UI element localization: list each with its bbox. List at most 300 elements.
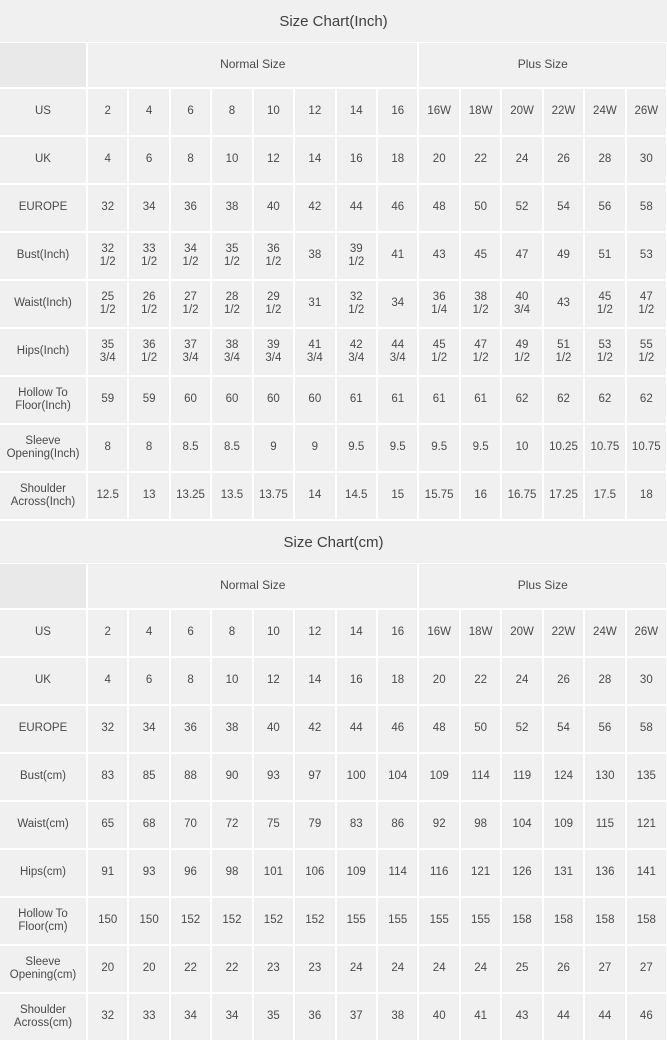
chart-title: Size Chart(Inch)	[0, 0, 667, 43]
measurement-cell: 135	[626, 753, 667, 801]
value-fraction: 3/4	[514, 304, 531, 316]
measurement-cell: 35	[253, 993, 294, 1041]
value-whole: 38	[225, 339, 239, 352]
measurement-cell: 46	[377, 705, 419, 753]
measurement-cell: 60	[253, 376, 294, 424]
measurement-cell: 31	[294, 280, 335, 328]
value-whole: 45	[598, 291, 612, 304]
table-row	[0, 897, 667, 945]
table-row	[0, 376, 667, 424]
measurement-cell: 24	[377, 945, 419, 993]
measurement-cell: 51	[584, 232, 625, 280]
measurement-cell: 17.5	[584, 472, 625, 520]
measurement-cell	[253, 280, 294, 328]
measurement-cell: 2	[87, 88, 128, 136]
measurement-cell: 54	[543, 184, 584, 232]
table-row	[0, 945, 667, 993]
measurement-cell: 90	[211, 753, 252, 801]
measurement-cell: 26W	[626, 88, 667, 136]
table-row	[0, 232, 667, 280]
measurement-cell: 40	[253, 184, 294, 232]
value-whole: 39	[267, 339, 280, 352]
measurement-cell: 16W	[418, 88, 459, 136]
measurement-cell: 14	[294, 472, 335, 520]
measurement-cell: 109	[336, 849, 377, 897]
measurement-cell: 124	[543, 753, 584, 801]
measurement-cell: 109	[543, 801, 584, 849]
value-fraction: 1/2	[182, 304, 199, 316]
measurement-cell: 23	[253, 945, 294, 993]
measurement-cell: 96	[170, 849, 211, 897]
row-header-cell: Bust(cm)	[0, 753, 87, 801]
measurement-cell: 43	[418, 232, 459, 280]
table-row	[0, 88, 667, 136]
value-whole: 55	[639, 339, 653, 352]
measurement-cell: 92	[418, 801, 459, 849]
measurement-cell: 8.5	[211, 424, 252, 472]
row-header-cell: Hollow To Floor(cm)	[0, 897, 87, 945]
measurement-cell: 83	[87, 753, 128, 801]
measurement-cell: 52	[501, 705, 542, 753]
measurement-cell: 4	[87, 136, 128, 184]
measurement-cell: 17.25	[543, 472, 584, 520]
measurement-cell: 9	[253, 424, 294, 472]
measurement-cell: 72	[211, 801, 252, 849]
measurement-cell: 18W	[460, 88, 501, 136]
measurement-cell: 16W	[418, 609, 459, 657]
measurement-cell: 61	[460, 376, 501, 424]
measurement-cell	[253, 328, 294, 376]
measurement-cell: 26	[543, 657, 584, 705]
measurement-cell: 6	[170, 609, 211, 657]
value-fraction: 1/2	[348, 256, 365, 268]
value-fraction: 1/2	[514, 352, 531, 364]
measurement-cell: 48	[418, 184, 459, 232]
value-whole: 40	[515, 291, 529, 304]
value-whole: 49	[515, 339, 529, 352]
size-chart-block	[0, 521, 667, 1042]
measurement-cell: 46	[626, 993, 667, 1041]
measurement-cell: 34	[377, 280, 419, 328]
measurement-cell: 24W	[584, 609, 625, 657]
measurement-cell: 10.75	[584, 424, 625, 472]
measurement-cell: 121	[626, 801, 667, 849]
measurement-cell: 32	[87, 993, 128, 1041]
measurement-cell: 98	[211, 849, 252, 897]
table-row	[0, 849, 667, 897]
measurement-cell	[584, 328, 625, 376]
value-whole: 33	[142, 243, 156, 256]
value-fraction: 1/2	[472, 352, 489, 364]
measurement-cell: 8	[170, 657, 211, 705]
measurement-cell: 62	[626, 376, 667, 424]
value-fraction: 1/2	[99, 304, 116, 316]
table-row	[0, 609, 667, 657]
measurement-cell: 20W	[501, 609, 542, 657]
measurement-cell: 22	[460, 657, 501, 705]
measurement-cell	[211, 328, 252, 376]
measurement-cell: 10	[211, 136, 252, 184]
measurement-cell: 27	[584, 945, 625, 993]
corner-blank-cell	[0, 43, 87, 88]
measurement-cell: 93	[128, 849, 169, 897]
measurement-cell: 121	[460, 849, 501, 897]
measurement-cell: 18W	[460, 609, 501, 657]
measurement-cell: 12.5	[87, 472, 128, 520]
measurement-cell: 150	[87, 897, 128, 945]
measurement-cell: 52	[501, 184, 542, 232]
measurement-cell: 62	[584, 376, 625, 424]
measurement-cell: 70	[170, 801, 211, 849]
table-row	[0, 753, 667, 801]
measurement-cell	[170, 328, 211, 376]
measurement-cell	[128, 328, 169, 376]
value-whole: 47	[639, 291, 653, 304]
row-header-cell: Shoulder Across(cm)	[0, 993, 87, 1041]
table-row	[0, 993, 667, 1041]
measurement-cell: 18	[377, 657, 419, 705]
measurement-cell: 86	[377, 801, 419, 849]
measurement-cell: 56	[584, 184, 625, 232]
group-header-row	[0, 564, 667, 609]
row-header-cell: UK	[0, 657, 87, 705]
measurement-cell: 60	[294, 376, 335, 424]
measurement-cell: 28	[584, 657, 625, 705]
row-header-cell: Bust(Inch)	[0, 232, 87, 280]
measurement-cell: 158	[584, 897, 625, 945]
value-whole: 36	[142, 339, 156, 352]
measurement-cell	[211, 280, 252, 328]
measurement-cell: 130	[584, 753, 625, 801]
size-table	[0, 564, 667, 1042]
measurement-cell: 36	[294, 993, 335, 1041]
measurement-cell: 136	[584, 849, 625, 897]
measurement-cell: 48	[418, 705, 459, 753]
measurement-cell: 109	[418, 753, 459, 801]
measurement-cell: 56	[584, 705, 625, 753]
measurement-cell: 13.5	[211, 472, 252, 520]
measurement-cell: 155	[418, 897, 459, 945]
row-header-cell: Hips(Inch)	[0, 328, 87, 376]
measurement-cell: 98	[460, 801, 501, 849]
measurement-cell: 152	[211, 897, 252, 945]
measurement-cell: 61	[377, 376, 419, 424]
measurement-cell: 61	[418, 376, 459, 424]
measurement-cell	[211, 232, 252, 280]
measurement-cell: 106	[294, 849, 335, 897]
measurement-cell	[170, 232, 211, 280]
measurement-cell: 9.5	[460, 424, 501, 472]
measurement-cell: 18	[626, 472, 667, 520]
value-whole: 45	[432, 339, 446, 352]
measurement-cell: 12	[253, 136, 294, 184]
value-whole: 36	[267, 243, 280, 256]
value-fraction: 1/2	[141, 256, 158, 268]
measurement-cell: 13	[128, 472, 169, 520]
measurement-cell: 59	[128, 376, 169, 424]
measurement-cell: 28	[584, 136, 625, 184]
measurement-cell: 26	[543, 136, 584, 184]
measurement-cell	[87, 328, 128, 376]
measurement-cell: 15.75	[418, 472, 459, 520]
measurement-cell: 152	[294, 897, 335, 945]
value-whole: 39	[349, 243, 363, 256]
measurement-cell: 158	[626, 897, 667, 945]
measurement-cell: 155	[460, 897, 501, 945]
measurement-cell: 44	[543, 993, 584, 1041]
corner-blank-cell	[0, 564, 87, 609]
measurement-cell: 24	[501, 136, 542, 184]
measurement-cell: 158	[543, 897, 584, 945]
measurement-cell: 16	[377, 609, 419, 657]
value-fraction: 1/2	[472, 304, 489, 316]
measurement-cell: 119	[501, 753, 542, 801]
measurement-cell: 22	[170, 945, 211, 993]
measurement-cell: 158	[501, 897, 542, 945]
measurement-cell: 65	[87, 801, 128, 849]
measurement-cell: 141	[626, 849, 667, 897]
value-whole: 37	[184, 339, 197, 352]
measurement-cell: 14	[294, 657, 335, 705]
table-row	[0, 657, 667, 705]
measurement-cell: 116	[418, 849, 459, 897]
value-fraction: 3/4	[99, 352, 116, 364]
measurement-cell: 10.25	[543, 424, 584, 472]
table-row	[0, 472, 667, 520]
measurement-cell: 58	[626, 705, 667, 753]
measurement-cell: 24	[336, 945, 377, 993]
value-fraction: 1/2	[431, 352, 448, 364]
measurement-cell: 36	[170, 705, 211, 753]
value-fraction: 3/4	[389, 352, 406, 364]
measurement-cell: 2	[87, 609, 128, 657]
measurement-cell: 44	[336, 705, 377, 753]
value-whole: 25	[101, 291, 115, 304]
measurement-cell: 34	[211, 993, 252, 1041]
measurement-cell: 26	[543, 945, 584, 993]
measurement-cell: 62	[543, 376, 584, 424]
measurement-cell: 152	[253, 897, 294, 945]
measurement-cell	[253, 232, 294, 280]
measurement-cell: 20	[418, 136, 459, 184]
measurement-cell: 38	[294, 232, 335, 280]
measurement-cell: 14	[294, 136, 335, 184]
measurement-cell: 8	[211, 609, 252, 657]
measurement-cell	[584, 280, 625, 328]
measurement-cell: 10	[501, 424, 542, 472]
measurement-cell: 100	[336, 753, 377, 801]
measurement-cell: 60	[211, 376, 252, 424]
measurement-cell: 25	[501, 945, 542, 993]
table-row	[0, 136, 667, 184]
measurement-cell: 38	[377, 993, 419, 1041]
value-whole: 47	[474, 339, 488, 352]
value-fraction: 3/4	[223, 352, 240, 364]
value-whole: 44	[391, 339, 405, 352]
measurement-cell: 50	[460, 184, 501, 232]
measurement-cell: 12	[253, 657, 294, 705]
measurement-cell	[418, 280, 459, 328]
measurement-cell: 88	[170, 753, 211, 801]
measurement-cell: 33	[128, 993, 169, 1041]
value-fraction: 3/4	[348, 352, 365, 364]
measurement-cell: 34	[170, 993, 211, 1041]
group-header-cell: Plus Size	[418, 564, 667, 609]
measurement-cell: 42	[294, 184, 335, 232]
chart-title: Size Chart(cm)	[0, 521, 667, 564]
value-whole: 41	[308, 339, 322, 352]
measurement-cell: 44	[584, 993, 625, 1041]
measurement-cell: 8	[211, 88, 252, 136]
measurement-cell: 8	[170, 136, 211, 184]
measurement-cell: 34	[128, 184, 169, 232]
value-whole: 32	[349, 291, 363, 304]
measurement-cell: 62	[501, 376, 542, 424]
measurement-cell	[128, 280, 169, 328]
measurement-cell: 50	[460, 705, 501, 753]
measurement-cell: 9.5	[377, 424, 419, 472]
measurement-cell: 4	[128, 88, 169, 136]
measurement-cell: 34	[128, 705, 169, 753]
row-header-cell: Waist(Inch)	[0, 280, 87, 328]
row-header-cell: Sleeve Opening(Inch)	[0, 424, 87, 472]
value-whole: 42	[349, 339, 363, 352]
table-row	[0, 280, 667, 328]
measurement-cell: 15	[377, 472, 419, 520]
measurement-cell: 155	[336, 897, 377, 945]
measurement-cell: 53	[626, 232, 667, 280]
value-fraction: 1/2	[555, 352, 572, 364]
group-header-cell: Plus Size	[418, 43, 667, 88]
value-fraction: 1/2	[265, 304, 282, 316]
measurement-cell	[626, 280, 667, 328]
measurement-cell: 18	[377, 136, 419, 184]
measurement-cell: 24W	[584, 88, 625, 136]
measurement-cell: 58	[626, 184, 667, 232]
measurement-cell: 24	[501, 657, 542, 705]
measurement-cell: 46	[377, 184, 419, 232]
measurement-cell: 36	[170, 184, 211, 232]
measurement-cell: 42	[294, 705, 335, 753]
measurement-cell: 20W	[501, 88, 542, 136]
measurement-cell: 155	[377, 897, 419, 945]
measurement-cell: 6	[170, 88, 211, 136]
measurement-cell: 6	[128, 657, 169, 705]
group-header-cell: Normal Size	[87, 43, 418, 88]
value-whole: 36	[432, 291, 446, 304]
value-whole: 35	[101, 339, 115, 352]
row-header-cell: Shoulder Across(Inch)	[0, 472, 87, 520]
value-fraction: 3/4	[265, 352, 282, 364]
measurement-cell	[460, 328, 501, 376]
measurement-cell: 9	[294, 424, 335, 472]
measurement-cell: 12	[294, 609, 335, 657]
measurement-cell: 23	[294, 945, 335, 993]
measurement-cell: 20	[418, 657, 459, 705]
group-header-row	[0, 43, 667, 88]
value-whole: 26	[142, 291, 156, 304]
measurement-cell: 8.5	[170, 424, 211, 472]
row-header-cell: UK	[0, 136, 87, 184]
measurement-cell: 43	[501, 993, 542, 1041]
measurement-cell: 4	[87, 657, 128, 705]
measurement-cell	[543, 328, 584, 376]
table-row	[0, 328, 667, 376]
measurement-cell	[336, 280, 377, 328]
measurement-cell: 8	[128, 424, 169, 472]
measurement-cell: 126	[501, 849, 542, 897]
measurement-cell: 75	[253, 801, 294, 849]
measurement-cell: 16.75	[501, 472, 542, 520]
value-whole: 28	[225, 291, 239, 304]
measurement-cell: 114	[377, 849, 419, 897]
row-header-cell: Hips(cm)	[0, 849, 87, 897]
measurement-cell	[626, 328, 667, 376]
measurement-cell: 9.5	[336, 424, 377, 472]
table-row	[0, 705, 667, 753]
measurement-cell: 101	[253, 849, 294, 897]
value-whole: 32	[101, 243, 115, 256]
row-header-cell: Sleeve Opening(cm)	[0, 945, 87, 993]
measurement-cell: 38	[211, 705, 252, 753]
measurement-cell: 38	[211, 184, 252, 232]
value-fraction: 1/2	[141, 304, 158, 316]
measurement-cell: 13.25	[170, 472, 211, 520]
measurement-cell: 93	[253, 753, 294, 801]
measurement-cell: 40	[418, 993, 459, 1041]
measurement-cell: 8	[87, 424, 128, 472]
measurement-cell: 40	[253, 705, 294, 753]
measurement-cell: 14	[336, 88, 377, 136]
measurement-cell: 85	[128, 753, 169, 801]
measurement-cell	[294, 328, 335, 376]
measurement-cell: 83	[336, 801, 377, 849]
measurement-cell	[336, 328, 377, 376]
measurement-cell: 20	[87, 945, 128, 993]
measurement-cell: 54	[543, 705, 584, 753]
measurement-cell: 24	[460, 945, 501, 993]
measurement-cell: 22W	[543, 609, 584, 657]
measurement-cell: 104	[501, 801, 542, 849]
measurement-cell: 24	[418, 945, 459, 993]
measurement-cell	[460, 280, 501, 328]
measurement-cell: 16	[336, 136, 377, 184]
measurement-cell: 41	[377, 232, 419, 280]
table-row	[0, 424, 667, 472]
table-row	[0, 801, 667, 849]
measurement-cell: 13.75	[253, 472, 294, 520]
measurement-cell: 22W	[543, 88, 584, 136]
measurement-cell: 115	[584, 801, 625, 849]
value-fraction: 1/2	[638, 304, 655, 316]
value-fraction: 3/4	[306, 352, 323, 364]
measurement-cell: 68	[128, 801, 169, 849]
value-whole: 29	[267, 291, 280, 304]
measurement-cell: 16	[460, 472, 501, 520]
measurement-cell: 60	[170, 376, 211, 424]
measurement-cell: 47	[501, 232, 542, 280]
measurement-cell	[501, 328, 542, 376]
measurement-cell: 20	[128, 945, 169, 993]
measurement-cell	[87, 232, 128, 280]
measurement-cell: 37	[336, 993, 377, 1041]
measurement-cell: 152	[170, 897, 211, 945]
measurement-cell: 45	[460, 232, 501, 280]
size-table	[0, 43, 667, 521]
measurement-cell	[336, 232, 377, 280]
measurement-cell: 61	[336, 376, 377, 424]
value-whole: 35	[225, 243, 239, 256]
